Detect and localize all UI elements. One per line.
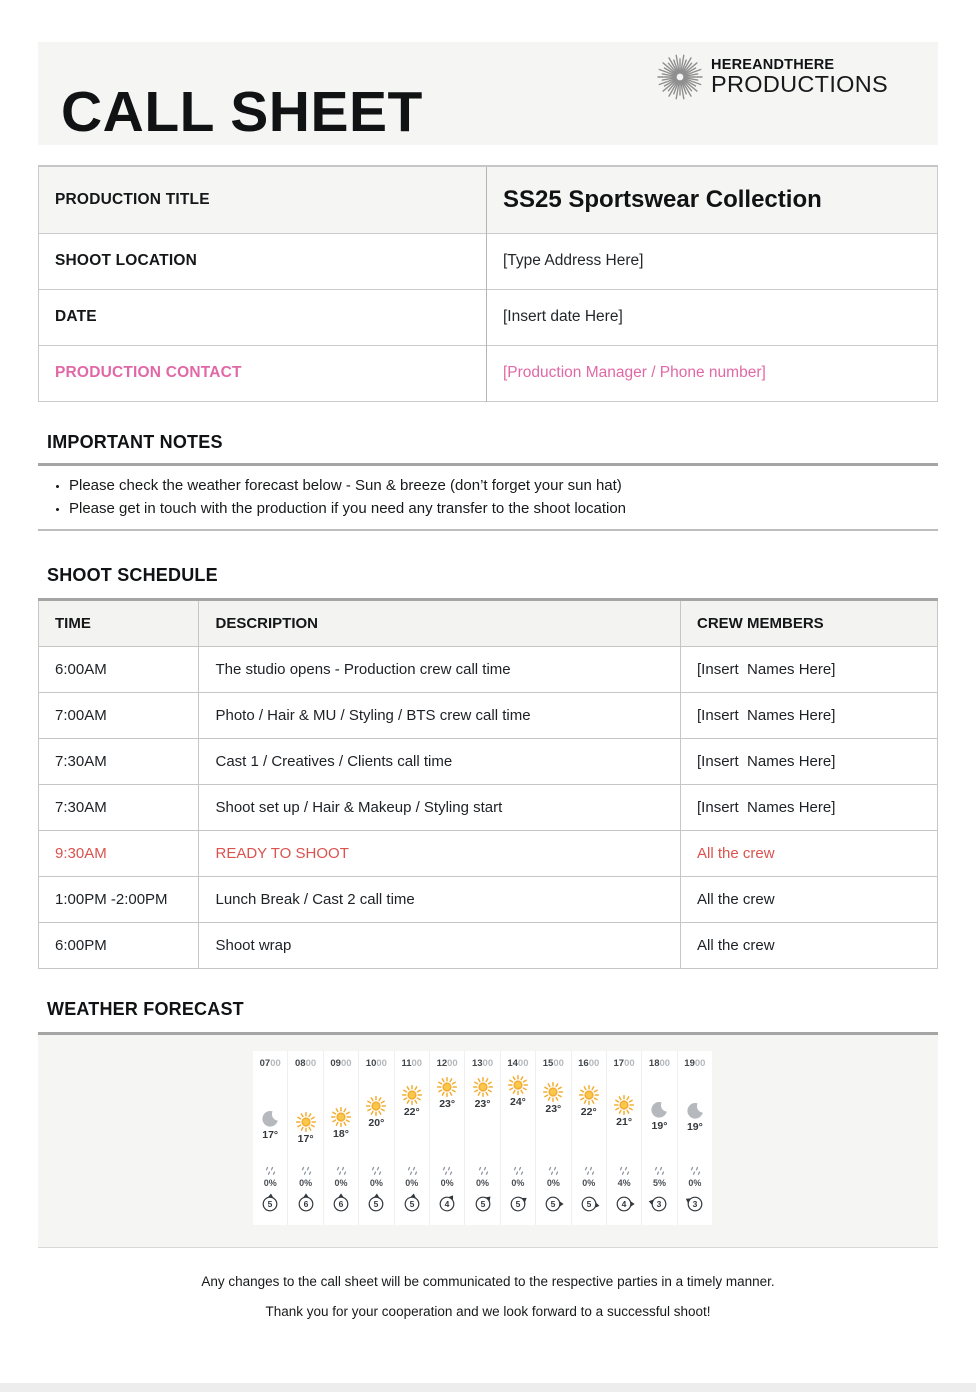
schedule-crew: All the crew xyxy=(681,923,938,969)
notes-list xyxy=(38,476,938,520)
weather-hour-column xyxy=(359,1051,394,1225)
wind-direction-icon xyxy=(364,1191,388,1215)
weather-hour-column xyxy=(324,1051,359,1225)
moon-icon xyxy=(261,1110,279,1128)
precip-chance: 0% xyxy=(511,1178,525,1188)
precip-chance: 0% xyxy=(299,1178,313,1188)
weather-hour-column xyxy=(678,1051,712,1225)
sun-icon xyxy=(402,1085,422,1105)
precip-chance: 0% xyxy=(405,1178,419,1188)
wind-direction-icon xyxy=(541,1191,565,1215)
hour-label: 0900 xyxy=(330,1058,352,1069)
table-row xyxy=(39,877,938,923)
temperature: 18° xyxy=(333,1128,349,1140)
production-title-label: PRODUCTION TITLE xyxy=(39,166,487,233)
shoot-location-field[interactable]: [Type Address Here] xyxy=(503,252,644,269)
wind-speed xyxy=(294,1191,318,1220)
hour-label: 1200 xyxy=(436,1058,458,1069)
precip-icon xyxy=(369,1166,383,1177)
schedule-description: READY TO SHOOT xyxy=(199,831,681,877)
hour-details xyxy=(324,1166,358,1220)
hour-label: 1700 xyxy=(613,1058,635,1069)
hour-details xyxy=(288,1166,322,1220)
logo-line1: HEREANDTHERE xyxy=(711,57,835,73)
schedule-description: Photo / Hair & MU / Styling / BTS crew call time xyxy=(199,693,681,739)
production-title-value: SS25 Sportswear Collection xyxy=(487,166,938,233)
sun-icon xyxy=(296,1112,316,1132)
header xyxy=(38,42,938,145)
schedule-table xyxy=(38,598,938,969)
svg-text:5: 5 xyxy=(515,1199,521,1209)
footer-line1: Any changes to the call sheet will be communicated to the respective parties in a timely manner. xyxy=(201,1274,775,1289)
schedule-crew-field[interactable]: [Insert Names Here] xyxy=(681,693,938,739)
company-logo xyxy=(656,53,888,106)
production-info-table xyxy=(38,165,938,402)
hour-label: 1900 xyxy=(684,1058,706,1069)
temperature: 22° xyxy=(403,1106,420,1118)
temperature: 24° xyxy=(509,1096,526,1108)
wind-speed xyxy=(258,1191,282,1220)
weather-hour-column xyxy=(253,1051,288,1225)
logo-line2: PRODUCTIONS xyxy=(711,71,888,97)
sun-icon xyxy=(331,1107,351,1127)
hour-details xyxy=(359,1166,393,1220)
hour-label: 0700 xyxy=(259,1058,281,1069)
weather-hour-column xyxy=(501,1051,536,1225)
date-field[interactable]: [Insert date Here] xyxy=(503,308,623,325)
precip-chance: 0% xyxy=(688,1178,702,1188)
wind-speed xyxy=(471,1191,495,1220)
svg-text:4: 4 xyxy=(444,1199,450,1209)
svg-text:5: 5 xyxy=(373,1199,379,1209)
hour-details xyxy=(395,1166,429,1220)
wind-speed xyxy=(364,1191,388,1220)
weather-hour-column xyxy=(536,1051,571,1225)
logo-text xyxy=(711,53,888,98)
temperature: 23° xyxy=(439,1098,456,1110)
hour-label: 1400 xyxy=(507,1058,529,1069)
hour-label: 1300 xyxy=(471,1058,494,1069)
table-header-row xyxy=(39,600,938,647)
schedule-time: 7:30AM xyxy=(39,739,199,785)
weather-hour-column xyxy=(607,1051,642,1225)
precip-icon xyxy=(476,1166,490,1177)
weather-hour-column xyxy=(430,1051,465,1225)
table-row xyxy=(39,693,938,739)
table-row xyxy=(39,289,938,345)
table-row xyxy=(39,647,938,693)
col-crew-members: CREW MEMBERS xyxy=(681,600,938,647)
precip-icon xyxy=(617,1166,631,1177)
production-contact-label: PRODUCTION CONTACT xyxy=(39,345,487,401)
sun-icon xyxy=(508,1075,528,1095)
hour-details xyxy=(678,1166,712,1220)
hour-label: 1800 xyxy=(648,1058,671,1069)
table-row xyxy=(39,739,938,785)
hour-details xyxy=(501,1166,535,1220)
temperature: 19° xyxy=(686,1121,703,1133)
svg-text:3: 3 xyxy=(692,1199,698,1209)
precip-chance: 0% xyxy=(369,1178,383,1188)
list-item: • Please get in touch with the production if you need any transfer to the shoot location xyxy=(69,499,938,519)
weather-hour-column xyxy=(465,1051,500,1225)
wind-direction-icon xyxy=(258,1191,282,1215)
hour-label: 1000 xyxy=(365,1058,387,1069)
svg-text:5: 5 xyxy=(409,1199,415,1209)
schedule-time: 9:30AM xyxy=(39,831,199,877)
wind-direction-icon xyxy=(294,1191,318,1215)
schedule-time: 6:00PM xyxy=(39,923,199,969)
table-row xyxy=(39,166,938,233)
svg-text:5: 5 xyxy=(267,1199,273,1209)
date-label: DATE xyxy=(39,289,487,345)
svg-text:5: 5 xyxy=(586,1199,592,1209)
sun-icon xyxy=(614,1095,634,1115)
precip-chance: 5% xyxy=(652,1178,666,1188)
precip-icon xyxy=(405,1166,419,1177)
svg-text:3: 3 xyxy=(657,1199,662,1209)
schedule-crew: All the crew xyxy=(681,877,938,923)
temperature: 21° xyxy=(616,1116,633,1128)
precip-icon xyxy=(263,1166,277,1177)
wind-direction-icon xyxy=(471,1191,495,1215)
weather-widget xyxy=(253,1051,712,1225)
footer xyxy=(38,1274,938,1319)
precip-icon xyxy=(334,1166,348,1177)
weather-hour-column xyxy=(572,1051,607,1225)
schedule-crew-field[interactable]: [Insert Names Here] xyxy=(681,739,938,785)
hour-details xyxy=(465,1166,499,1220)
wind-speed xyxy=(506,1191,530,1220)
col-time: TIME xyxy=(39,600,199,647)
wind-speed xyxy=(612,1191,636,1220)
precip-icon xyxy=(652,1166,666,1177)
svg-text:4: 4 xyxy=(621,1199,627,1209)
weather-heading: WEATHER FORECAST xyxy=(47,999,244,1019)
schedule-time: 1:00PM -2:00PM xyxy=(39,877,199,923)
temperature: 23° xyxy=(545,1103,562,1115)
page-bottom-edge xyxy=(0,1383,976,1392)
wind-direction-icon xyxy=(612,1191,636,1215)
precip-icon xyxy=(511,1166,525,1177)
precip-chance: 0% xyxy=(263,1178,277,1188)
page-title: CALL SHEET xyxy=(61,80,423,144)
hour-label: 1600 xyxy=(578,1058,600,1069)
weather-hour-column xyxy=(395,1051,430,1225)
wind-direction-icon xyxy=(577,1191,601,1215)
wind-speed xyxy=(683,1191,707,1220)
temperature: 23° xyxy=(474,1098,491,1110)
weather-panel xyxy=(38,1032,938,1248)
svg-text:5: 5 xyxy=(480,1199,485,1209)
temperature: 17° xyxy=(297,1133,314,1145)
precip-chance: 4% xyxy=(617,1178,631,1188)
schedule-heading: SHOOT SCHEDULE xyxy=(47,565,218,585)
shoot-location-label: SHOOT LOCATION xyxy=(39,233,487,289)
table-row xyxy=(39,345,938,401)
shoot-schedule-section xyxy=(38,565,938,969)
precip-chance: 0% xyxy=(546,1178,560,1188)
sun-icon xyxy=(437,1077,457,1097)
wind-direction-icon xyxy=(647,1191,671,1215)
notes-heading: IMPORTANT NOTES xyxy=(47,431,223,452)
wind-speed xyxy=(400,1191,424,1220)
wind-direction-icon xyxy=(435,1191,459,1215)
svg-text:5: 5 xyxy=(550,1199,556,1209)
hour-label: 1100 xyxy=(401,1058,423,1069)
hour-details xyxy=(607,1166,641,1220)
sun-icon xyxy=(366,1096,386,1116)
moon-icon xyxy=(650,1101,668,1119)
precip-icon xyxy=(582,1166,596,1177)
weather-hour-column xyxy=(288,1051,323,1225)
schedule-crew-field[interactable]: [Insert Names Here] xyxy=(681,785,938,831)
sun-icon xyxy=(473,1077,493,1097)
hour-details xyxy=(430,1166,464,1220)
precip-chance: 0% xyxy=(582,1178,596,1188)
table-row-ready-to-shoot xyxy=(39,831,938,877)
wind-speed xyxy=(329,1191,353,1220)
divider xyxy=(38,529,938,531)
schedule-description: Lunch Break / Cast 2 call time xyxy=(199,877,681,923)
schedule-description: Cast 1 / Creatives / Clients call time xyxy=(199,739,681,785)
precip-icon xyxy=(440,1166,454,1177)
wind-direction-icon xyxy=(400,1191,424,1215)
hour-label: 0800 xyxy=(295,1058,317,1069)
hour-details xyxy=(253,1166,287,1220)
starburst-icon xyxy=(656,53,704,106)
temperature: 17° xyxy=(262,1129,279,1141)
table-row xyxy=(39,923,938,969)
weather-hour-column xyxy=(642,1051,677,1225)
wind-speed xyxy=(435,1191,459,1220)
precip-chance: 0% xyxy=(334,1178,348,1188)
hour-details xyxy=(572,1166,606,1220)
sun-icon xyxy=(543,1082,563,1102)
list-item: • Please check the weather forecast below - Sun & breeze (don’t forget your sun hat) xyxy=(69,476,938,496)
hour-details xyxy=(536,1166,570,1220)
schedule-description: Shoot wrap xyxy=(199,923,681,969)
footer-line2: Thank you for your cooperation and we look forward to a successful shoot! xyxy=(265,1304,711,1319)
sun-icon xyxy=(579,1085,599,1105)
temperature: 19° xyxy=(651,1120,668,1132)
wind-speed xyxy=(541,1191,565,1220)
precip-icon xyxy=(546,1166,560,1177)
schedule-crew: All the crew xyxy=(681,831,938,877)
precip-chance: 0% xyxy=(476,1178,490,1188)
wind-direction-icon xyxy=(329,1191,353,1215)
hour-details xyxy=(642,1166,676,1220)
col-description: DESCRIPTION xyxy=(199,600,681,647)
precip-chance: 0% xyxy=(440,1178,454,1188)
precip-icon xyxy=(299,1166,313,1177)
moon-icon xyxy=(686,1102,704,1120)
table-row xyxy=(39,233,938,289)
schedule-time: 7:30AM xyxy=(39,785,199,831)
svg-text:6: 6 xyxy=(303,1199,308,1209)
table-row xyxy=(39,785,938,831)
hour-label: 1500 xyxy=(542,1058,564,1069)
schedule-description: The studio opens - Production crew call time xyxy=(199,647,681,693)
schedule-crew-field[interactable]: [Insert Names Here] xyxy=(681,647,938,693)
wind-direction-icon xyxy=(683,1191,707,1215)
production-contact-field[interactable]: [Production Manager / Phone number] xyxy=(503,364,766,381)
schedule-time: 6:00AM xyxy=(39,647,199,693)
temperature: 22° xyxy=(580,1106,597,1118)
schedule-time: 7:00AM xyxy=(39,693,199,739)
svg-text:6: 6 xyxy=(338,1199,344,1209)
wind-direction-icon xyxy=(506,1191,530,1215)
divider xyxy=(38,463,938,466)
schedule-description: Shoot set up / Hair & Makeup / Styling start xyxy=(199,785,681,831)
wind-speed xyxy=(577,1191,601,1220)
wind-speed xyxy=(647,1191,671,1220)
weather-forecast-section xyxy=(38,999,938,1248)
temperature: 20° xyxy=(368,1117,385,1129)
important-notes-section xyxy=(38,432,938,532)
precip-icon xyxy=(688,1166,702,1177)
